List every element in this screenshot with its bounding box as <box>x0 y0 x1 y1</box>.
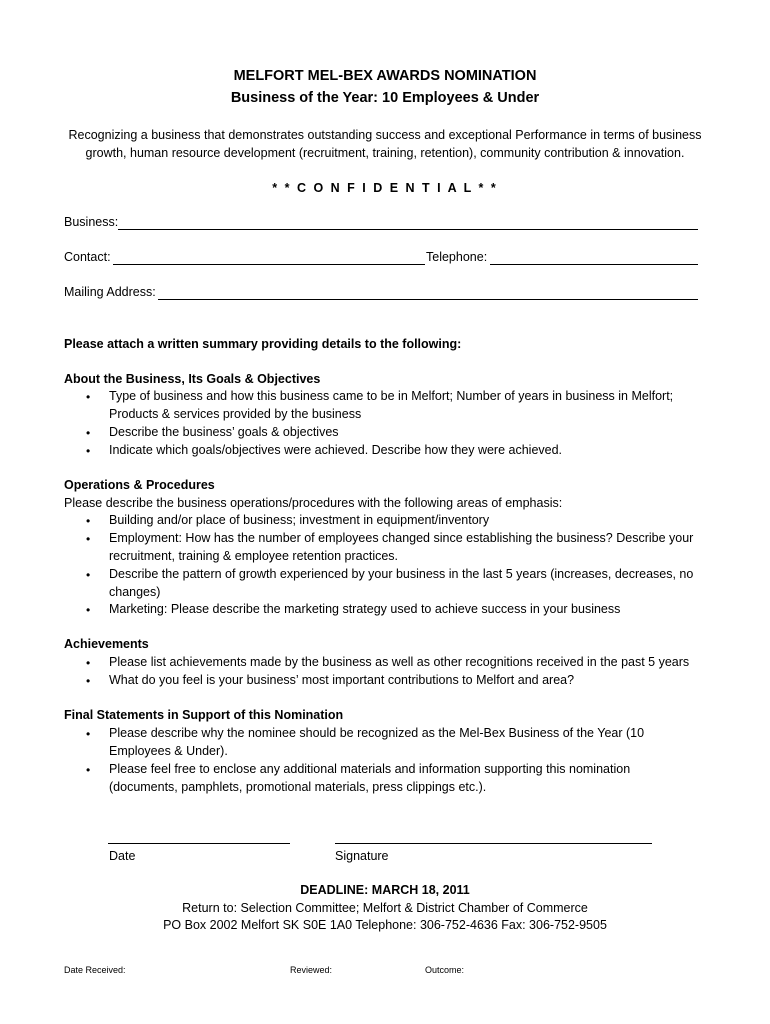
form-subtitle: Business of the Year: 10 Employees & Under <box>230 90 540 106</box>
operations-bullet-3-line-2: changes) <box>109 585 161 599</box>
contact-field[interactable] <box>113 264 425 265</box>
operations-bullet-2-line-1: Employment: How has the number of employees changed since establishing the business? Describe your <box>109 531 694 545</box>
about-bullet-2: Describe the business’ goals & objectives <box>109 425 339 439</box>
operations-bullet-4: Marketing: Please describe the marketing strategy used to achieve success in your business <box>109 602 621 616</box>
bullet-icon: • <box>86 514 91 528</box>
intro-line-2: growth, human resource development (recruitment, training, retention), community contribution & innovation. <box>85 146 685 160</box>
bullet-icon: • <box>86 674 91 688</box>
date-received-label: Date Received: <box>64 965 126 975</box>
section-heading-achievements: Achievements <box>64 637 149 651</box>
instructions-heading: Please attach a written summary providing details to the following: <box>64 337 462 351</box>
business-field[interactable] <box>118 229 698 230</box>
section-heading-about: About the Business, Its Goals & Objectives <box>64 372 321 386</box>
form-title: MELFORT MEL-BEX AWARDS NOMINATION <box>233 68 537 84</box>
outcome-label: Outcome: <box>425 965 465 975</box>
about-bullet-3: Indicate which goals/objectives were achieved. Describe how they were achieved. <box>109 443 563 457</box>
bullet-icon: • <box>86 727 91 741</box>
address-text: PO Box 2002 Melfort SK S0E 1A0 Telephone: 306-752-4636 Fax: 306-752-9505 <box>163 918 607 932</box>
about-bullet-1-line-2: Products & services provided by the business <box>109 407 362 421</box>
achievements-bullet-2: What do you feel is your business’ most important contributions to Melfort and area? <box>109 673 575 687</box>
date-label: Date <box>109 849 136 863</box>
deadline-text: DEADLINE: MARCH 18, 2011 <box>300 883 470 897</box>
business-label: Business: <box>64 215 119 229</box>
signature-line[interactable] <box>335 843 652 844</box>
section-heading-operations: Operations & Procedures <box>64 478 215 492</box>
telephone-label: Telephone: <box>426 250 488 264</box>
bullet-icon: • <box>86 656 91 670</box>
bullet-icon: • <box>86 426 91 440</box>
mailing-address-field[interactable] <box>158 299 698 300</box>
bullet-icon: • <box>86 568 91 582</box>
final-bullet-1-line-2: Employees & Under). <box>109 744 228 758</box>
bullet-icon: • <box>86 763 91 777</box>
mailing-address-label: Mailing Address: <box>64 285 156 299</box>
operations-intro: Please describe the business operations/procedures with the following areas of emphasis: <box>64 496 563 510</box>
achievements-bullet-1: Please list achievements made by the business as well as other recognitions received in the past 5 years <box>109 655 690 669</box>
bullet-icon: • <box>86 532 91 546</box>
operations-bullet-2-line-2: recruitment, training & employee retention practices. <box>109 549 399 563</box>
bullet-icon: • <box>86 603 91 617</box>
date-signature-line[interactable] <box>108 843 290 844</box>
final-bullet-2-line-1: Please feel free to enclose any additional materials and information supporting this nomination <box>109 762 631 776</box>
telephone-field[interactable] <box>490 264 698 265</box>
reviewed-label: Reviewed: <box>290 965 333 975</box>
about-bullet-1-line-1: Type of business and how this business came to be in Melfort; Number of years in business in Melfort; <box>109 389 674 403</box>
bullet-icon: • <box>86 444 91 458</box>
final-bullet-1-line-1: Please describe why the nominee should be recognized as the Mel-Bex Business of the Year (10 <box>109 726 645 740</box>
bullet-icon: • <box>86 390 91 404</box>
confidential-label: * * C O N F I D E N T I A L * * <box>272 181 498 195</box>
intro-line-1: Recognizing a business that demonstrates outstanding success and exceptional Performance in terms of business <box>68 128 702 142</box>
section-heading-final: Final Statements in Support of this Nomination <box>64 708 344 722</box>
return-to-text: Return to: Selection Committee; Melfort & District Chamber of Commerce <box>182 901 588 915</box>
contact-label: Contact: <box>64 250 111 264</box>
operations-bullet-1: Building and/or place of business; investment in equipment/inventory <box>109 513 490 527</box>
signature-label: Signature <box>335 849 389 863</box>
final-bullet-2-line-2: (documents, pamphlets, promotional materials, press clippings etc.). <box>109 780 487 794</box>
operations-bullet-3-line-1: Describe the pattern of growth experienced by your business in the last 5 years (increases, decreases, no <box>109 567 694 581</box>
